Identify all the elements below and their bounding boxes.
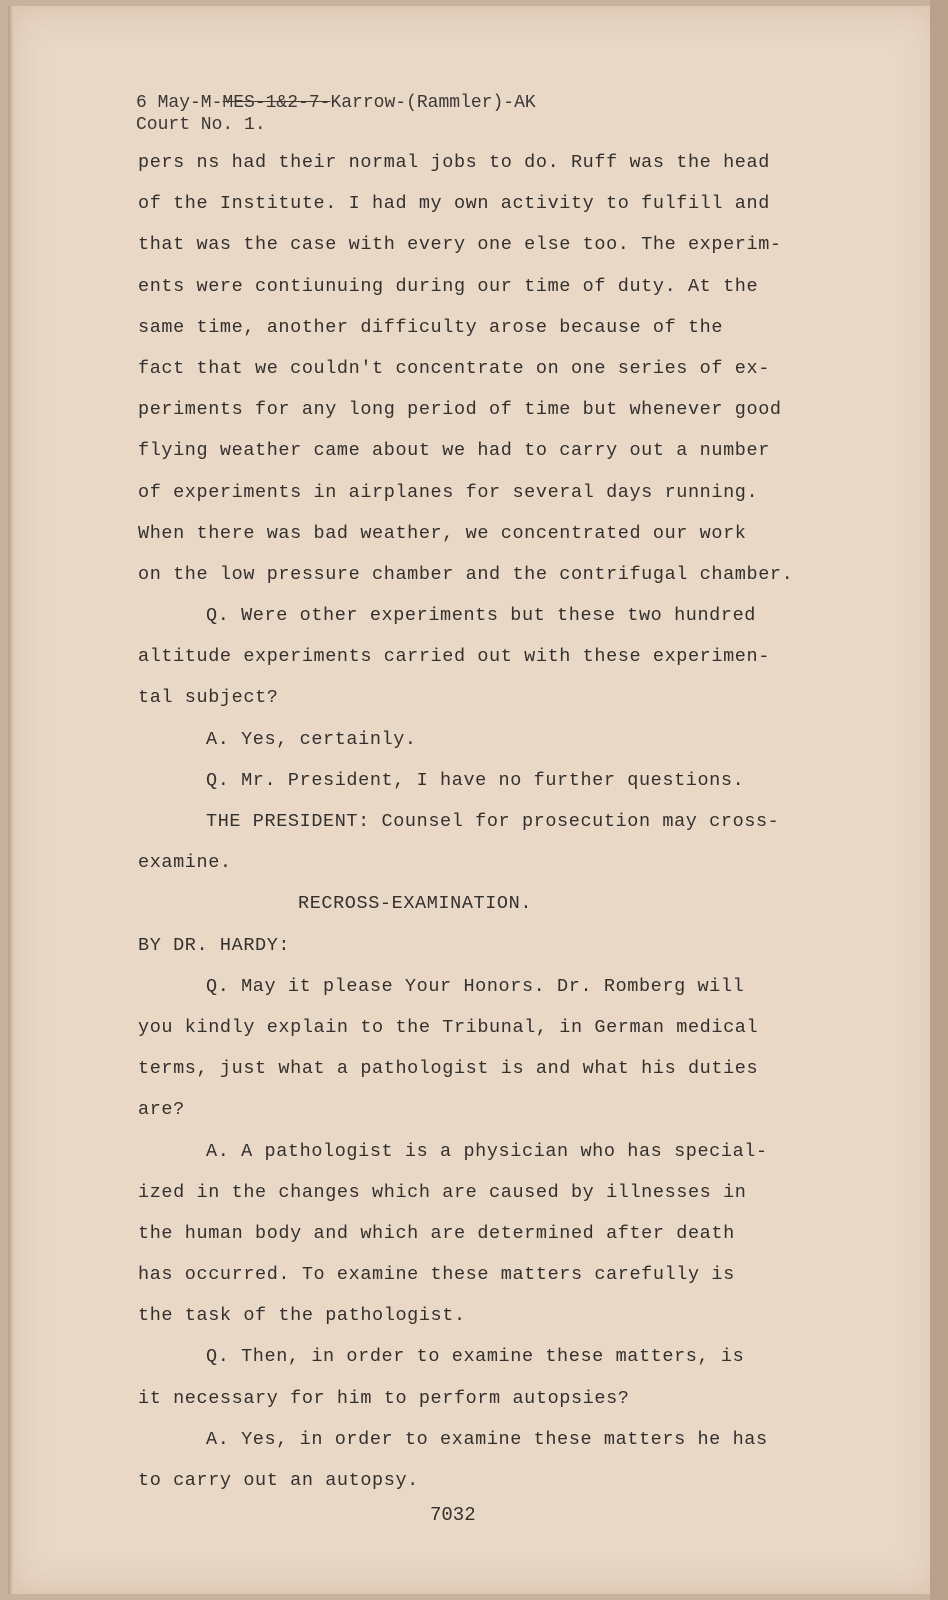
question-line: Q. May it please Your Honors. Dr. Romberg will <box>206 975 745 997</box>
text-line: examine. <box>138 852 232 874</box>
text-line: of experiments in airplanes for several days running. <box>138 481 759 503</box>
text-line: flying weather came about we had to carry out a number <box>138 440 770 462</box>
page-edge <box>8 6 14 1594</box>
examiner-line: BY DR. HARDY: <box>138 934 291 956</box>
struck-code: MES-1&2-7- <box>222 93 331 113</box>
text-line: on the low pressure chamber and the contrifugal chamber. <box>138 563 794 585</box>
question-line: Q. Were other experiments but these two hundred <box>206 605 756 627</box>
page-number: 7032 <box>430 1504 476 1526</box>
text-line: periments for any long period of time but whenever good <box>138 399 782 421</box>
header-line-1: 6 May-M-MES-1&2-7-Karrow-(Rammler)-AK <box>136 93 536 113</box>
speaker-line: THE PRESIDENT: Counsel for prosecution may cross- <box>206 811 780 832</box>
answer-line: A. A pathologist is a physician who has special- <box>206 1140 768 1162</box>
transcript-body <box>138 142 838 1501</box>
question-line: Q. Then, in order to examine these matters, is <box>206 1346 745 1368</box>
section-heading: RECROSS-EXAMINATION. <box>298 893 533 915</box>
text-line: ized in the changes which are caused by illnesses in <box>138 1181 747 1203</box>
text-line: that was the case with every one else too. The experim- <box>138 234 782 256</box>
text-line: ents were contiunuing during our time of duty. At the <box>138 275 759 297</box>
text-line: are? <box>138 1099 185 1121</box>
text-line: same time, another difficulty arose because of the <box>138 316 724 338</box>
transcript-header <box>136 92 536 136</box>
header-line-2: Court No. 1. <box>136 115 266 135</box>
text-line: of the Institute. I had my own activity to fulfill and <box>138 193 770 215</box>
text-line: the task of the pathologist. <box>138 1305 466 1327</box>
background-strip <box>930 0 948 1600</box>
text-line: to carry out an autopsy. <box>138 1470 419 1491</box>
text-line: has occurred. To examine these matters carefully is <box>138 1264 735 1286</box>
text-line: altitude experiments carried out with these experimen- <box>138 646 770 668</box>
text-line: it necessary for him to perform autopsies? <box>138 1387 630 1409</box>
text-line: terms, just what a pathologist is and what his duties <box>138 1058 759 1080</box>
text-line: the human body and which are determined after death <box>138 1222 735 1244</box>
answer-line: A. Yes, in order to examine these matters he has <box>206 1428 768 1450</box>
text-line: you kindly explain to the Tribunal, in German medical <box>138 1016 759 1038</box>
text-line: fact that we couldn't concentrate on one series of ex- <box>138 357 770 379</box>
text-line: tal subject? <box>138 687 279 709</box>
text-line: When there was bad weather, we concentrated our work <box>138 522 747 544</box>
question-line: Q. Mr. President, I have no further questions. <box>206 769 745 791</box>
answer-line: A. Yes, certainly. <box>206 728 417 750</box>
text-line: pers ns had their normal jobs to do. Ruff was the head <box>138 152 770 173</box>
